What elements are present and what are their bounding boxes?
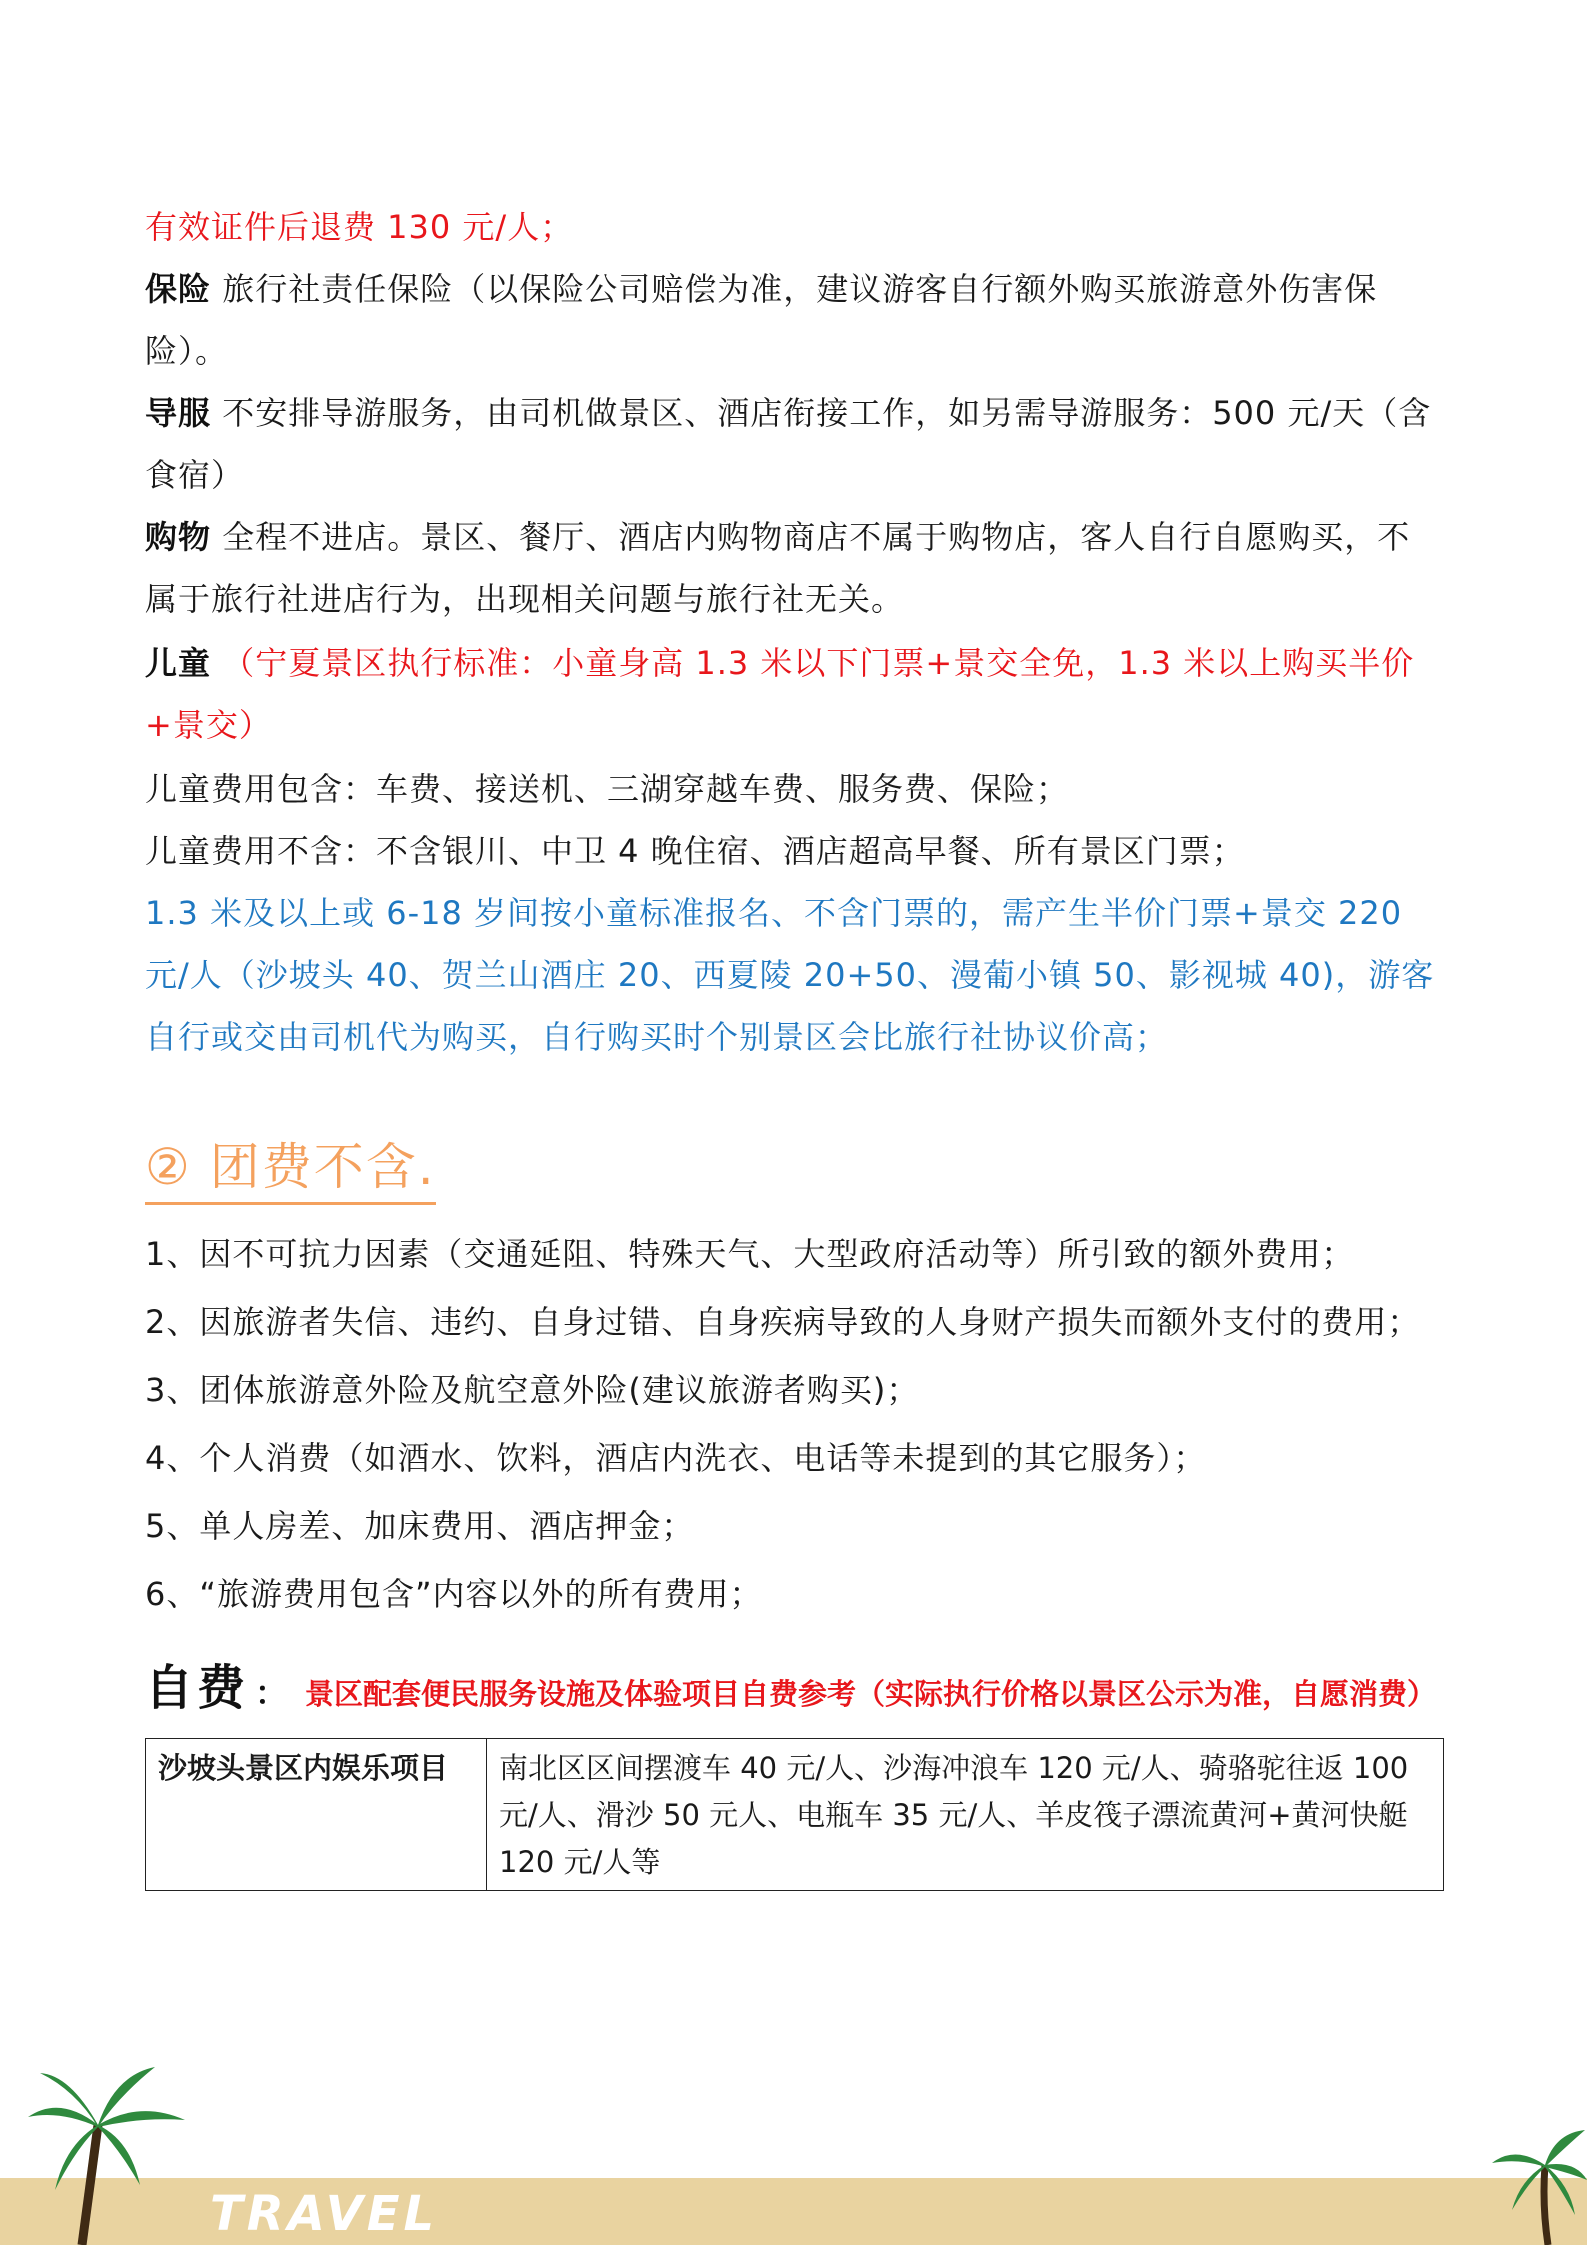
table-cell-item: 沙坡头景区内娱乐项目 — [146, 1739, 487, 1891]
child-note-part-2: 需产生半价门票+景交 220 元/人（沙坡头 40、贺兰山酒庄 20、西夏陵 20+50、漫葡小镇 50、影视城 40)，游客自行或交由司机代为购买，自行购买时个别景区会比旅行社协议价高； — [145, 894, 1435, 1056]
shopping-label: 购物 — [145, 518, 212, 556]
travel-wordmark: TRAVEL — [210, 2186, 439, 2242]
list-item: 3、团体旅游意外险及航空意外险(建议旅游者购买)； — [145, 1371, 920, 1409]
shopping-paragraph — [145, 506, 1442, 630]
self-pay-colon: ： — [255, 1674, 288, 1712]
palm-tree-left-icon — [20, 2055, 190, 2245]
self-pay-label: 自费 — [145, 1660, 250, 1716]
self-pay-note: 景区配套便民服务设施及体验项目自费参考（实际执行价格以景区公示为准，自愿消费） — [305, 1677, 1437, 1711]
list-item: 5、单人房差、加床费用、酒店押金； — [145, 1507, 695, 1545]
child-note-paragraph — [145, 882, 1442, 1068]
document-body — [145, 196, 1442, 1891]
insurance-text: 旅行社责任保险（以保险公司赔偿为准，建议游客自行额外购买旅游意外伤害保险）。 — [145, 270, 1378, 370]
table-cell-prices: 南北区区间摆渡车 40 元/人、沙海冲浪车 120 元/人、骑骆驼往返 100 元/人、滑沙 50 元人、电瓶车 35 元/人、羊皮筏子漂流黄河+黄河快艇 120 元/人等 — [487, 1739, 1444, 1891]
palm-tree-right-icon — [1490, 2125, 1587, 2245]
self-pay-heading — [145, 1660, 1442, 1722]
insurance-label: 保险 — [145, 270, 212, 308]
section-title-excluded: ② 团费不含. — [145, 1132, 436, 1205]
child-note-part-1: 1.3 米及以上或 6-18 岁间按小童标准报名、不含门票的， — [145, 894, 1003, 932]
child-label: 儿童 — [145, 644, 212, 682]
child-paragraph — [145, 632, 1442, 756]
excluded-list — [145, 1223, 1442, 1625]
self-pay-table — [145, 1738, 1444, 1891]
child-standard-text: （宁夏景区执行标准：小童身高 1.3 米以下门票+景交全免，1.3 米以上购买半价+景交） — [145, 644, 1415, 744]
child-excluded-line: 儿童费用不含：不含银川、中卫 4 晚住宿、酒店超高早餐、所有景区门票； — [145, 832, 1245, 870]
list-item: 4、个人消费（如酒水、饮料，酒店内洗衣、电话等未提到的其它服务）； — [145, 1439, 1207, 1477]
child-included-line: 儿童费用包含：车费、接送机、三湖穿越车费、服务费、保险； — [145, 770, 1070, 808]
guide-text: 不安排导游服务，由司机做景区、酒店衔接工作，如另需导游服务：500 元/天（含食宿） — [145, 394, 1432, 494]
list-item: 1、因不可抗力因素（交通延阻、特殊天气、大型政府活动等）所引致的额外费用； — [145, 1235, 1355, 1273]
list-item: 2、因旅游者失信、违约、自身过错、自身疾病导致的人身财产损失而额外支付的费用； — [145, 1303, 1421, 1341]
table-row — [146, 1739, 1444, 1891]
guide-label: 导服 — [145, 394, 212, 432]
refund-line: 有效证件后退费 130 元/人； — [145, 208, 574, 246]
insurance-paragraph — [145, 258, 1442, 382]
guide-paragraph — [145, 382, 1442, 506]
list-item: 6、“旅游费用包含”内容以外的所有费用； — [145, 1575, 763, 1613]
shopping-text: 全程不进店。景区、餐厅、酒店内购物商店不属于购物店，客人自行自愿购买，不属于旅行社进店行为，出现相关问题与旅行社无关。 — [145, 518, 1411, 618]
